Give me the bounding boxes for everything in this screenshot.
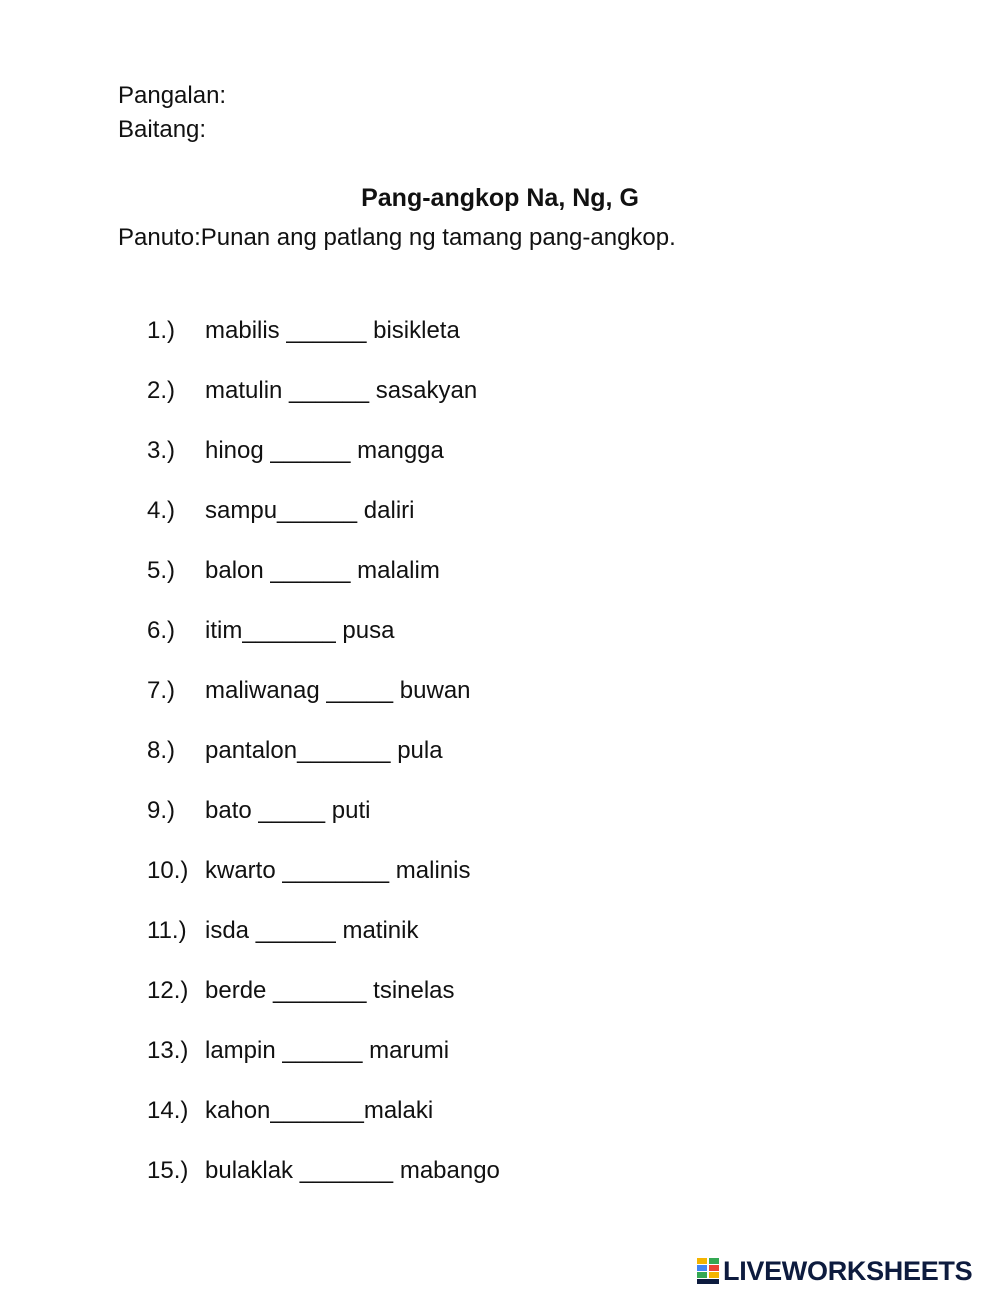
item-text: kahon_______malaki — [205, 1097, 434, 1124]
exercise-item — [147, 916, 418, 946]
item-text: bulaklak _______ mabango — [205, 1157, 500, 1184]
item-number: 8.) — [147, 737, 176, 764]
item-text: itim_______ pusa — [205, 617, 395, 644]
item-number: 12.) — [147, 977, 189, 1004]
item-text: sampu______ daliri — [205, 497, 415, 524]
exercise-item — [147, 556, 440, 586]
item-text: hinog ______ mangga — [205, 437, 444, 464]
item-number: 7.) — [147, 677, 176, 704]
exercise-item — [147, 316, 460, 346]
exercise-item — [147, 436, 444, 466]
liveworksheets-logo — [697, 1254, 972, 1288]
exercise-item — [147, 1156, 500, 1186]
item-number: 1.) — [147, 317, 176, 344]
instructions: Panuto:Punan ang patlang ng tamang pang-angkop. — [118, 224, 676, 251]
name-label: Pangalan: — [118, 82, 227, 109]
exercise-item — [147, 1096, 433, 1126]
item-text: matulin ______ sasakyan — [205, 377, 478, 404]
item-number: 10.) — [147, 857, 189, 884]
exercise-item — [147, 496, 414, 526]
exercise-item — [147, 616, 394, 646]
item-text: lampin ______ marumi — [205, 1037, 450, 1064]
item-text: bato _____ puti — [205, 797, 371, 824]
item-number: 5.) — [147, 557, 176, 584]
exercise-item — [147, 676, 471, 706]
item-number: 13.) — [147, 1037, 189, 1064]
worksheet-title: Pang-angkop Na, Ng, G — [361, 184, 639, 212]
item-number: 6.) — [147, 617, 176, 644]
item-number: 4.) — [147, 497, 176, 524]
item-number: 14.) — [147, 1097, 189, 1124]
exercise-item — [147, 736, 443, 766]
item-number: 9.) — [147, 797, 176, 824]
item-text: kwarto ________ malinis — [205, 857, 471, 884]
liveworksheets-logo-icon — [697, 1258, 719, 1284]
grade-label: Baitang: — [118, 116, 207, 143]
item-number: 11.) — [147, 917, 187, 944]
item-number: 3.) — [147, 437, 176, 464]
exercise-item — [147, 976, 455, 1006]
item-text: isda ______ matinik — [205, 917, 419, 944]
item-text: pantalon_______ pula — [205, 737, 443, 764]
item-text: balon ______ malalim — [205, 557, 440, 584]
exercise-item — [147, 1036, 449, 1066]
exercise-item — [147, 376, 477, 406]
exercise-item — [147, 856, 471, 886]
item-text: berde _______ tsinelas — [205, 977, 455, 1004]
item-text: maliwanag _____ buwan — [205, 677, 471, 704]
exercise-item — [147, 796, 370, 826]
item-number: 2.) — [147, 377, 176, 404]
item-number: 15.) — [147, 1157, 189, 1184]
item-text: mabilis ______ bisikleta — [205, 317, 460, 344]
logo-text: LIVEWORKSHEETS — [723, 1255, 973, 1286]
